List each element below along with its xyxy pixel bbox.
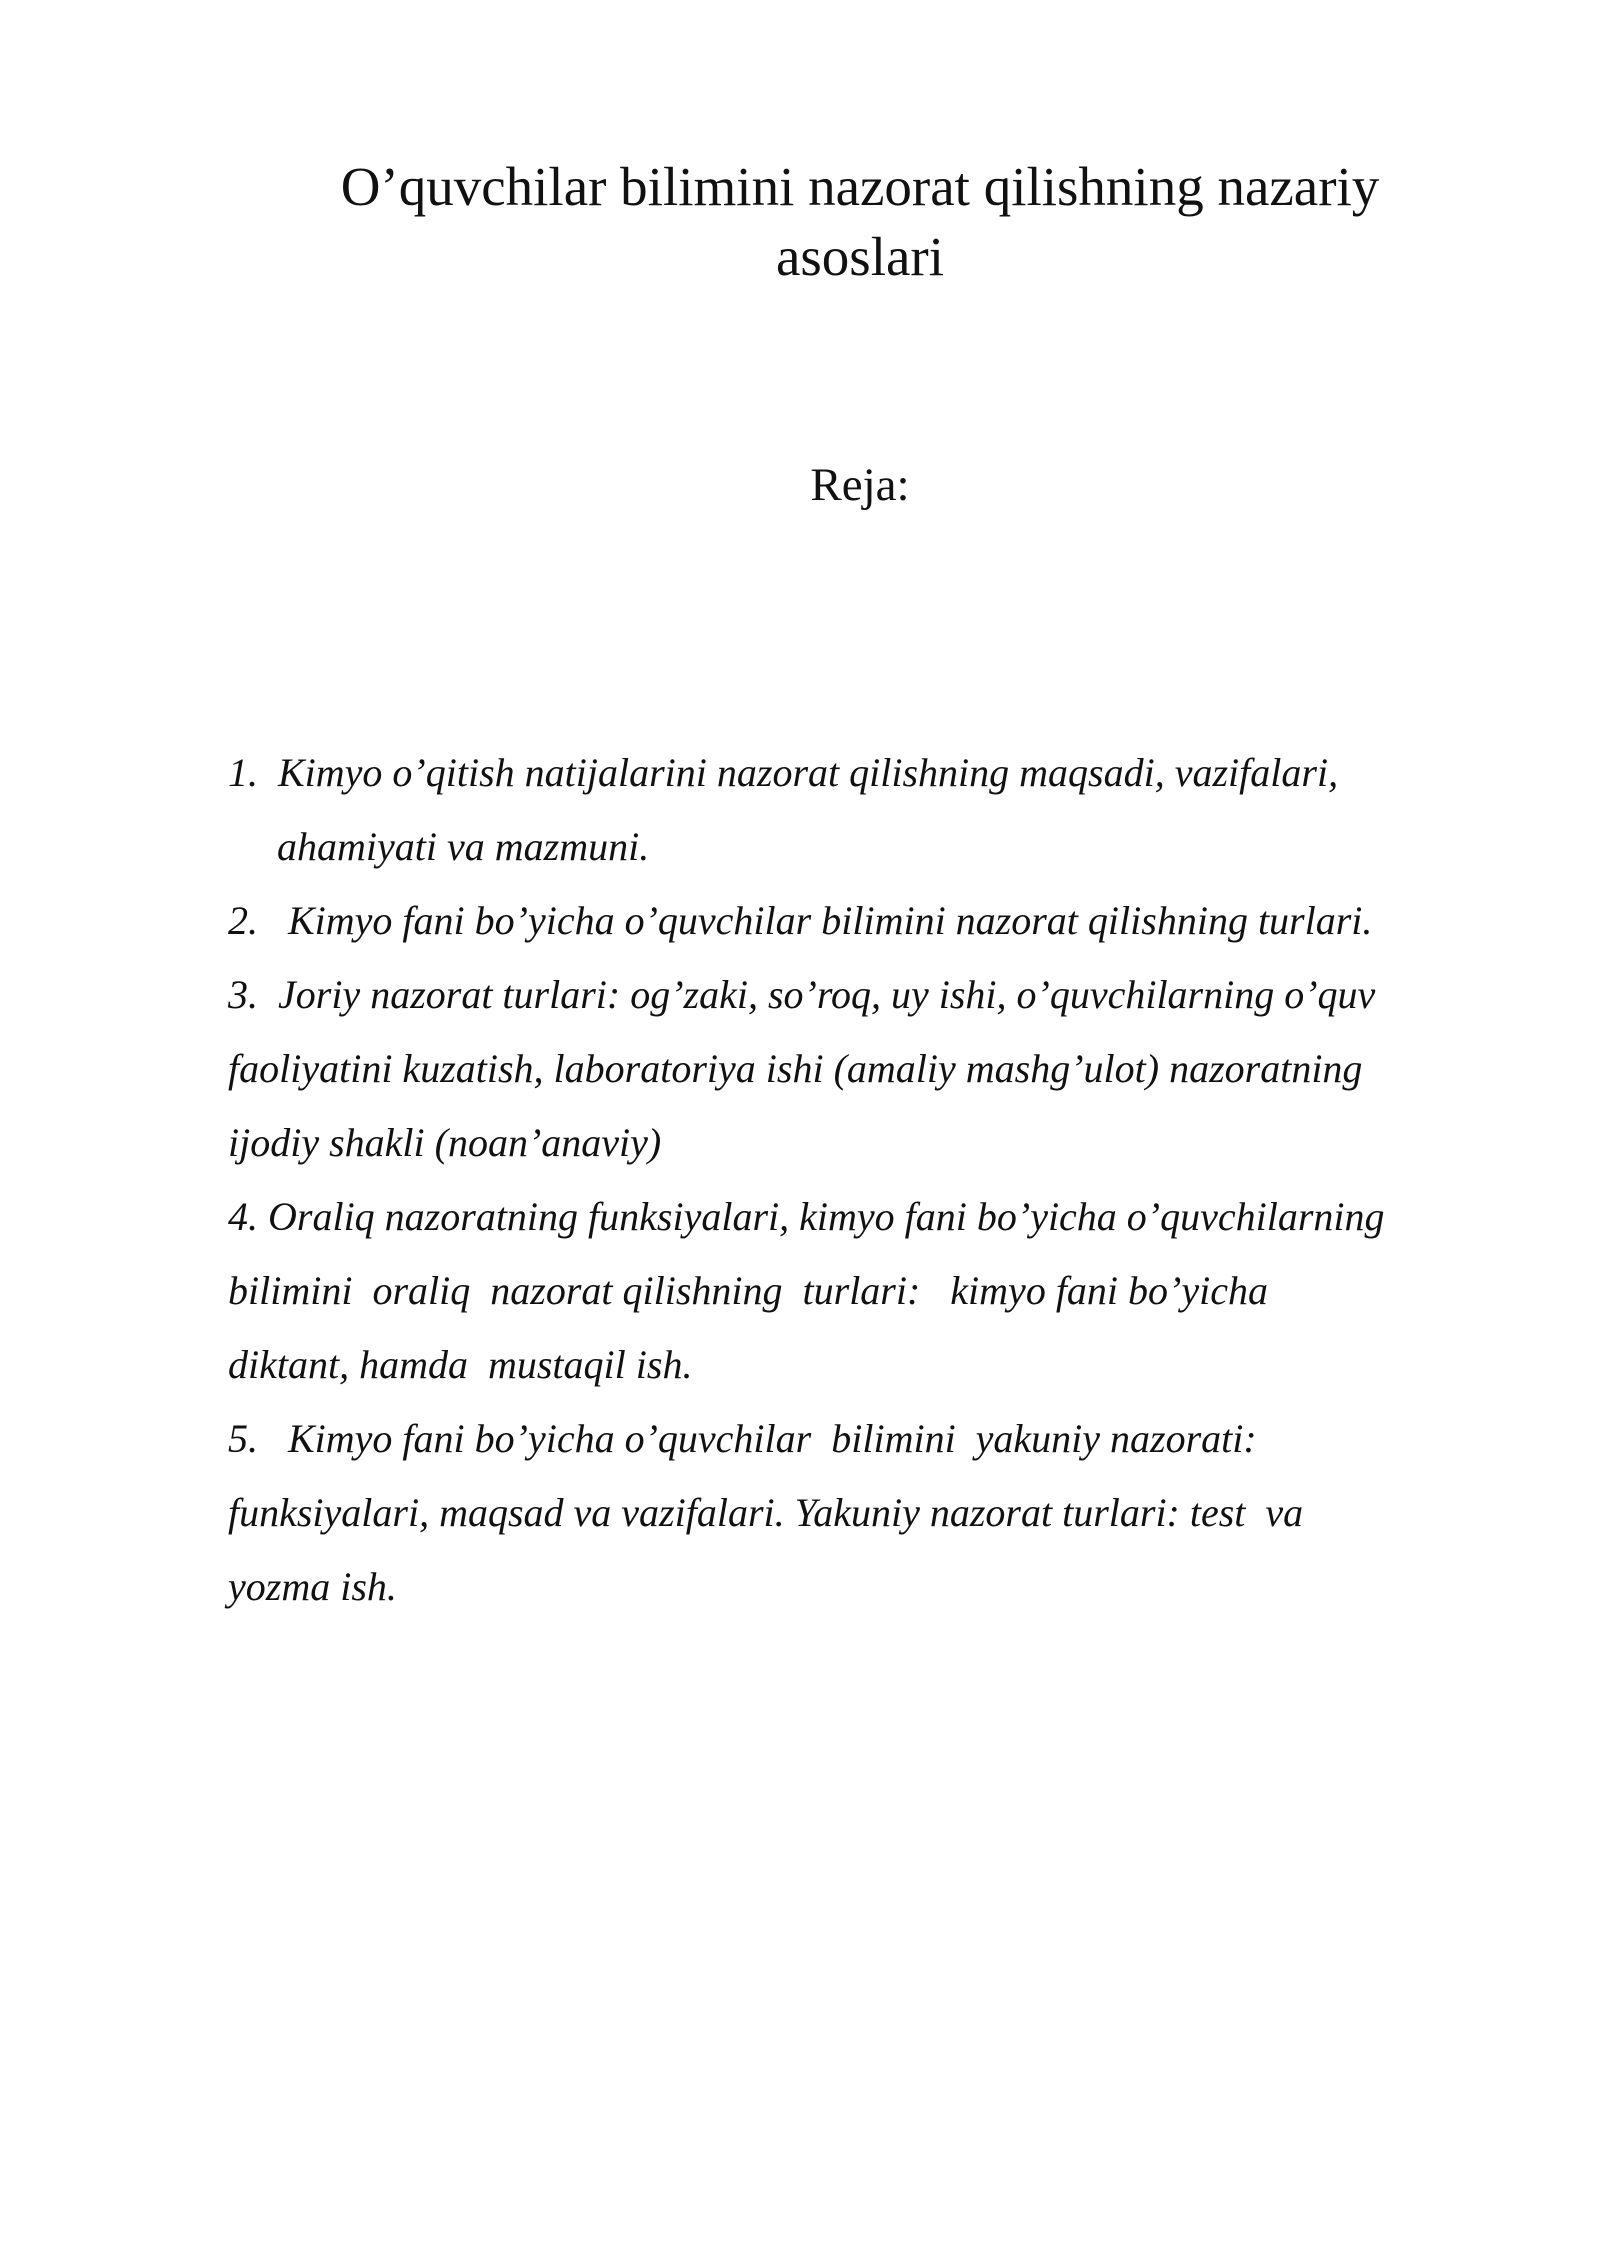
plan-item-line: bilimini oraliq nazorat qilishning turlari: kimyo fani bo’yicha — [228, 1268, 1268, 1313]
plan-item-line: 5. Kimyo fani bo’yicha o’quvchilar bilimini yakuniy nazorati: — [228, 1416, 1257, 1461]
plan-item-line: yozma ish. — [228, 1564, 397, 1609]
document-title: O’quvchilar bilimini nazorat qilishning nazariy asoslari — [340, 156, 1380, 287]
plan-item — [228, 1180, 1528, 1402]
plan-item-line: ijodiy shakli (noan’anaviy) — [228, 1120, 662, 1165]
plan-item-line: 3. Joriy nazorat turlari: og’zaki, so’roq, uy ishi, o’quvchilarning o’quv — [228, 972, 1376, 1017]
plan-item-line: 4. Oraliq nazoratning funksiyalari, kimyo fani bo’yicha o’quvchilarning — [228, 1194, 1385, 1239]
plan-item-line: diktant, hamda mustaqil ish. — [228, 1342, 693, 1387]
plan-item-line: 2. Kimyo fani bo’yicha o’quvchilar bilimini nazorat qilishning turlari. — [228, 898, 1373, 943]
plan-item-line: funksiyalari, maqsad va vazifalari. Yakuniy nazorat turlari: test va — [228, 1490, 1304, 1535]
plan-item-line: 1. Kimyo o’qitish natijalarini nazorat qilishning maqsadi, vazifalari, — [228, 750, 1339, 795]
plan-item-line: ahamiyati va mazmuni. — [277, 824, 650, 869]
plan-item — [228, 736, 1528, 884]
plan-item — [228, 1402, 1528, 1624]
plan-list — [228, 736, 1528, 1624]
plan-heading: Reja: — [810, 459, 910, 511]
plan-item — [228, 958, 1528, 1180]
plan-item-line: faoliyatini kuzatish, laboratoriya ishi (amaliy mashg’ulot) nazoratning — [228, 1046, 1363, 1091]
plan-item — [228, 884, 1528, 958]
